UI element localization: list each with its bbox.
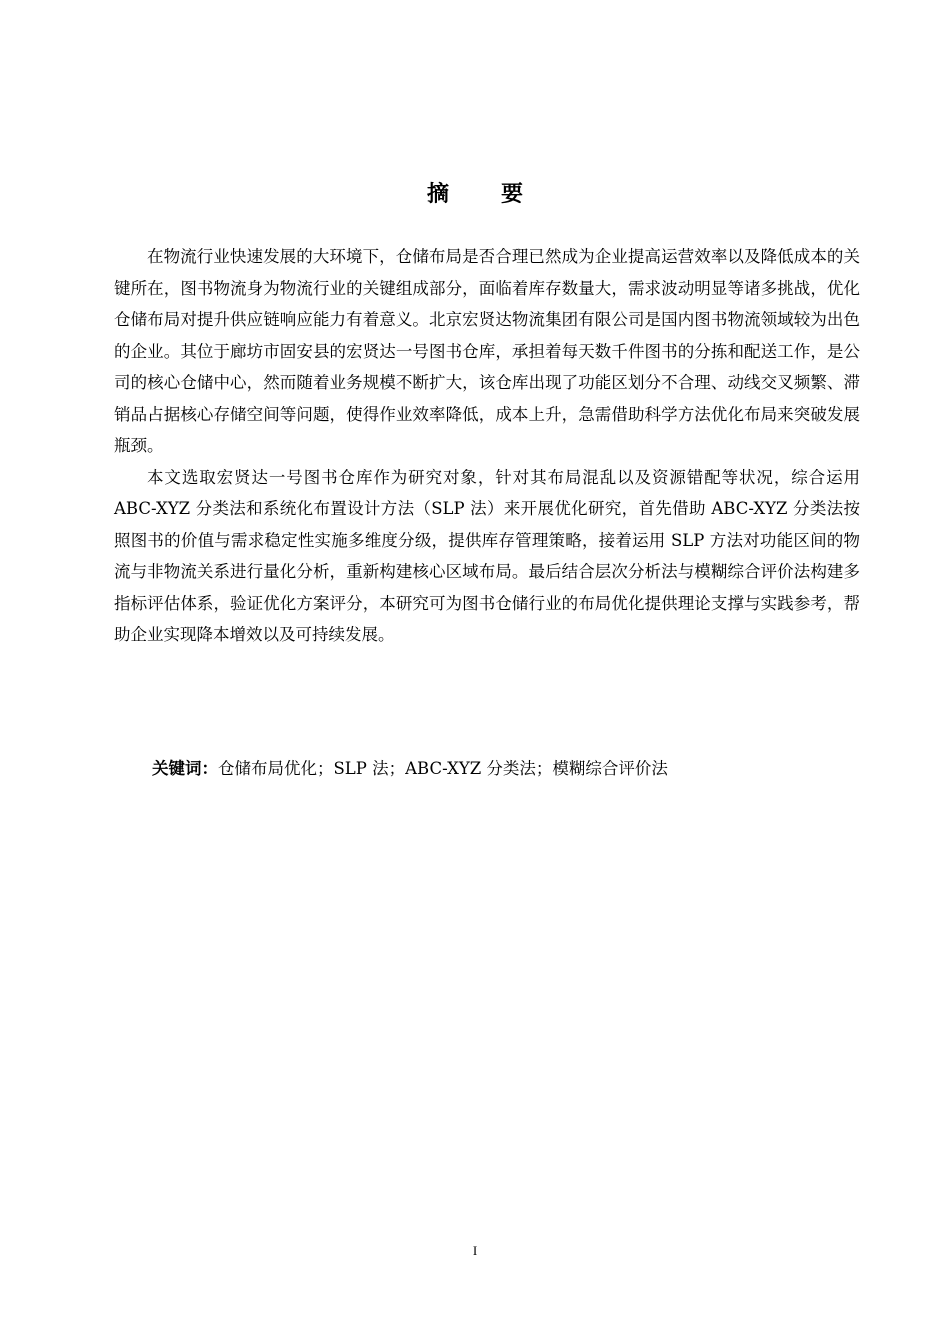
keywords-line bbox=[152, 753, 860, 785]
abstract-title-char-1: 摘 bbox=[426, 182, 449, 207]
abstract-title-char-2: 要 bbox=[501, 182, 524, 207]
abstract-paragraph-2: 本文选取宏贤达一号图书仓库作为研究对象，针对其布局混乱以及资源错配等状况，综合运用 ABC-XYZ 分类法和系统化布置设计方法（SLP 法）来开展优化研究，首先借助 ABC-XYZ 分类法按照图书的价值与需求稳定性实施多维度分级，提供库存管理策略，接着运用 SLP 方法对功能区间的物流与非物流关系进行量化分析，重新构建核心区域布局。最后结合层次分析法与模糊综合评价法构建多指标评估体系，验证优化方案评分，本研究可为图书仓储行业的布局优化提供理论支撑与实践参考，帮助企业实现降本增效以及可持续发展。 bbox=[114, 467, 860, 644]
abstract-title bbox=[0, 178, 950, 212]
abstract-paragraph-1: 在物流行业快速发展的大环境下，仓储布局是否合理已然成为企业提高运营效率以及降低成本的关键所在，图书物流身为物流行业的关键组成部分，面临着库存数量大，需求波动明显等诸多挑战，优化仓储布局对提升供应链响应能力有着意义。北京宏贤达物流集团有限公司是国内图书物流领域较为出色的企业。其位于廊坊市固安县的宏贤达一号图书仓库，承担着每天数千件图书的分拣和配送工作，是公司的核心仓储中心，然而随着业务规模不断扩大，该仓库出现了功能区划分不合理、动线交叉频繁、滞销品占据核心存储空间等问题，使得作业效率降低，成本上升，急需借助科学方法优化布局来突破发展瓶颈。 bbox=[114, 247, 860, 455]
keywords-text: 仓储布局优化；SLP 法；ABC-XYZ 分类法；模糊综合评价法 bbox=[218, 759, 668, 778]
keywords-label: 关键词： bbox=[152, 759, 218, 778]
page-number: I bbox=[472, 1243, 478, 1258]
abstract-body bbox=[114, 241, 860, 651]
